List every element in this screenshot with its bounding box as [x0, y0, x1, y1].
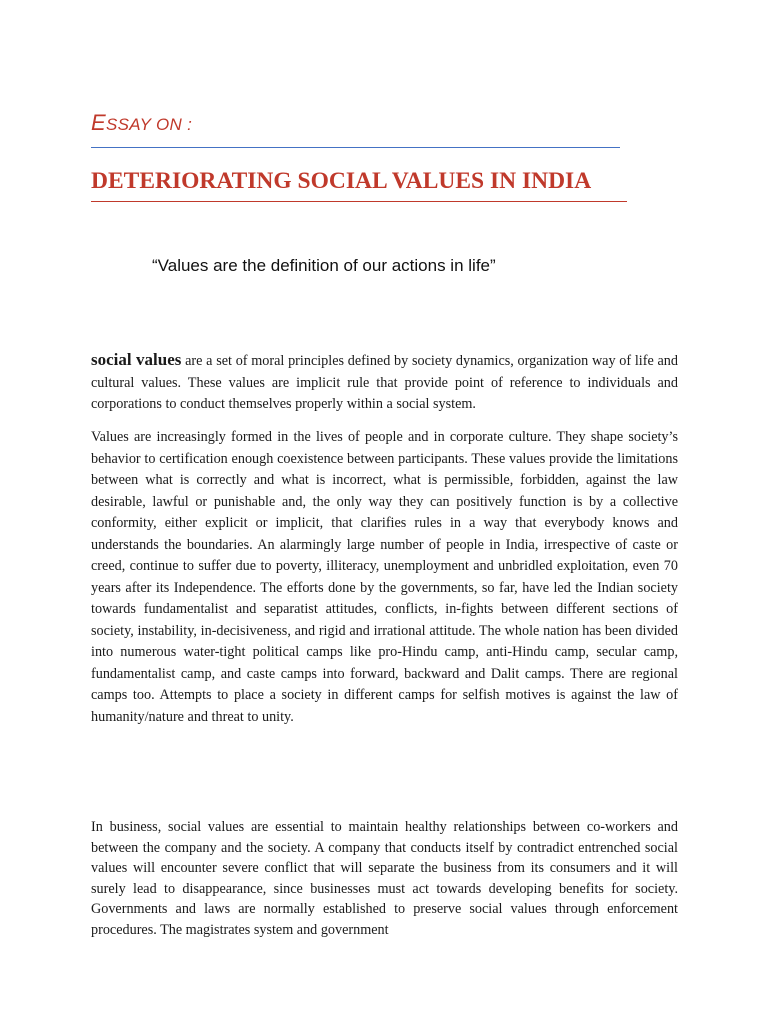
blue-divider: [91, 147, 620, 148]
paragraph-1: [91, 349, 678, 416]
paragraph-1-text: are a set of moral principles defined by society dynamics, organization way of life and cultural values. These values are implicit rule that provide point of reference to individuals and corporations to conduct themselves properly within a social system.: [91, 353, 678, 412]
essay-on-label: [91, 110, 192, 136]
title-underline: [91, 201, 627, 202]
paragraph-3: In business, social values are essential to maintain healthy relationships between co-workers and between the company and the society. A company that conducts itself by contradict entrenched social values will encounter severe conflict that will separate the business from its consumers and it will surely lead to disappearance, since businesses must act towards developing benefits for society. Governments and laws are normally established to preserve social values through enforcement procedures. The magistrates system and government: [91, 819, 678, 938]
essay-title: DETERIORATING SOCIAL VALUES IN INDIA: [91, 168, 592, 194]
essay-on-initial: E: [91, 110, 106, 135]
epigraph-quote: “Values are the definition of our actions in life”: [152, 256, 496, 275]
paragraph-2: Values are increasingly formed in the lives of people and in corporate culture. They shape society’s behavior to certification enough coexistence between participants. These values provide the limitations between what is correctly and what is incorrect, what is permissible, forbidden, against the law desirable, lawful or punishable and, the only way they can positively function is by a collective conformity, either explicit or implicit, that clarifies rules in a way that everybody knows and understands the boundaries. An alarmingly large number of people in India, irrespective of caste or creed, continue to suffer due to poverty, illiteracy, unemployment and unbridled exploitation, even 70 years after its Independence. The efforts done by the governments, so far, have led the Indian society towards fundamentalist and separatist attitudes, conflicts, in-fights between different sections of society, instability, in-decisiveness, and rigid and irrational attitude. The whole nation has been divided into numerous water-tight political camps like pro-Hindu camp, anti-Hindu camp, secular camp, fundamentalist camp, and caste camps into forward, backward and Dalit camps. There are regional camps too. Attempts to place a society in different camps for selfish motives is against the law of humanity/nature and threat to unity.: [91, 429, 678, 725]
essay-on-rest: SSAY ON :: [105, 115, 193, 134]
paragraph-1-lead: social values: [91, 350, 182, 369]
